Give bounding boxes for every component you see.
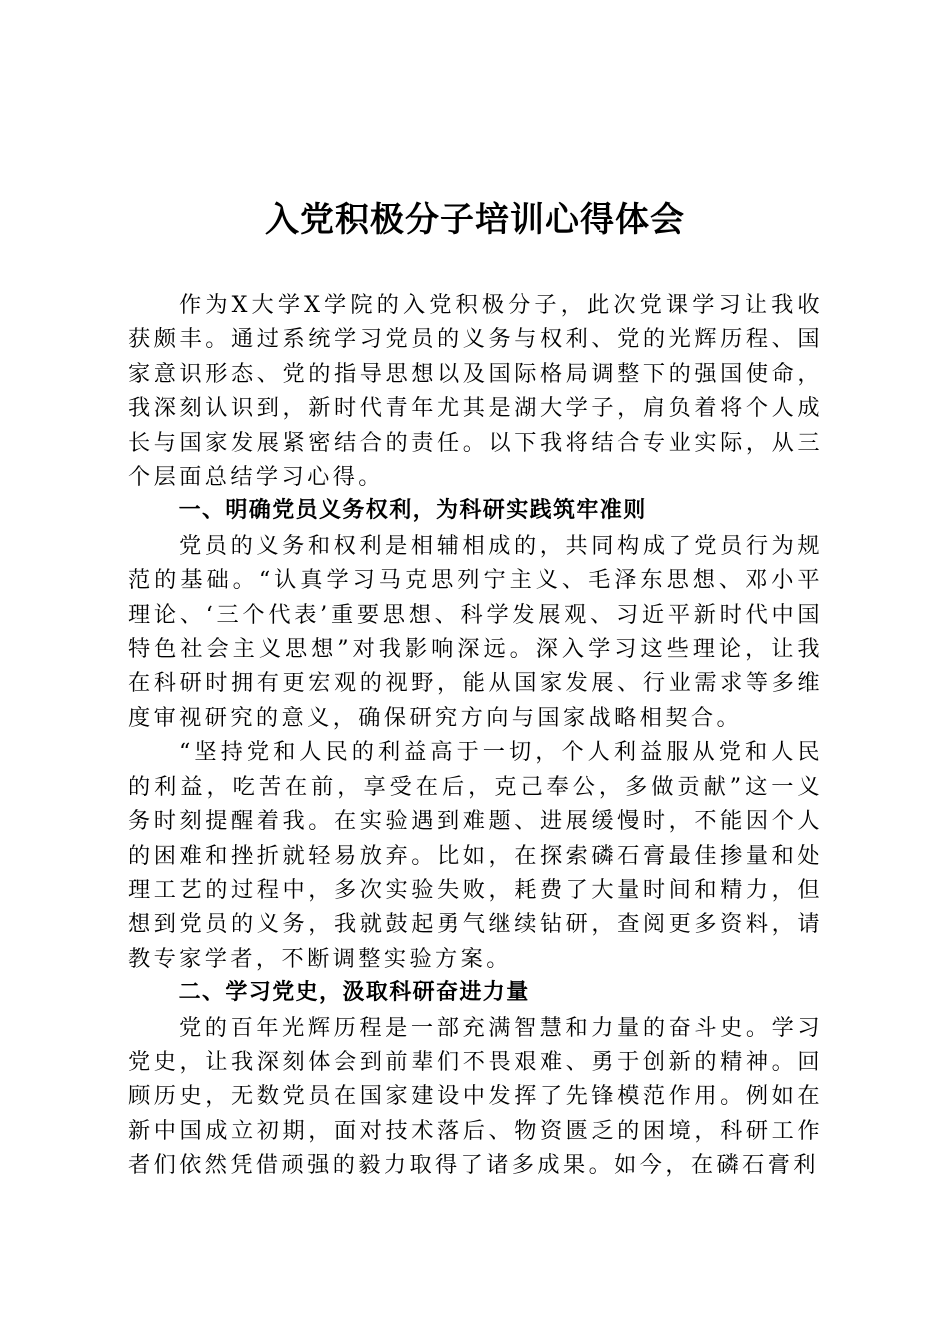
intro-paragraph: 作为X大学X学院的入党积极分子，此次党课学习让我收获颇丰。通过系统学习党员的义务与权利、党的光辉历程、国家意识形态、党的指导思想以及国际格局调整下的强国使命，我深刻认识到，新时代青年尤其是湖大学子，肩负着将个人成长与国家发展紧密结合的责任。以下我将结合专业实际，从三个层面总结学习心得。 [128, 292, 823, 491]
document-title: 入党积极分子培训心得体会 [265, 200, 685, 240]
section-1-paragraph-1: 党员的义务和权利是相辅相成的，共同构成了党员行为规范的基础。“认真学习马克思列宁主义、毛泽东思想、邓小平理论、‘三个代表’重要思想、科学发展观、习近平新时代中国特色社会主义思想”对我影响深远。深入学习这些理论，让我在科研时拥有更宏观的视野，能从国家发展、行业需求等多维度审视研究的意义，确保研究方向与国家战略相契合。 [128, 532, 823, 731]
section-2-paragraph-1: 党的百年光辉历程是一部充满智慧和力量的奋斗史。学习党史，让我深刻体会到前辈们不畏艰难、勇于创新的精神。回顾历史，无数党员在国家建设中发挥了先锋模范作用。例如在新中国成立初期，面对技术落后、物资匮乏的困境，科研工作者们依然凭借顽强的毅力取得了诸多成果。如今，在磷石膏利 [128, 1014, 823, 1179]
section-heading-1: 一、明确党员义务权利，为科研实践筑牢准则 [178, 498, 647, 524]
document-body [128, 288, 823, 1183]
section-heading-2: 二、学习党史，汲取科研奋进力量 [178, 980, 530, 1006]
section-1-paragraph-2: “坚持党和人民的利益高于一切，个人利益服从党和人民的利益，吃苦在前，享受在后，克己奉公，多做贡献”这一义务时刻提醒着我。在实验遇到难题、进展缓慢时，不能因个人的困难和挫折就轻易放弃。比如，在探索磷石膏最佳掺量和处理工艺的过程中，多次实验失败，耗费了大量时间和精力，但想到党员的义务，我就鼓起勇气继续钻研，查阅更多资料，请教专家学者，不断调整实验方案。 [128, 739, 823, 972]
